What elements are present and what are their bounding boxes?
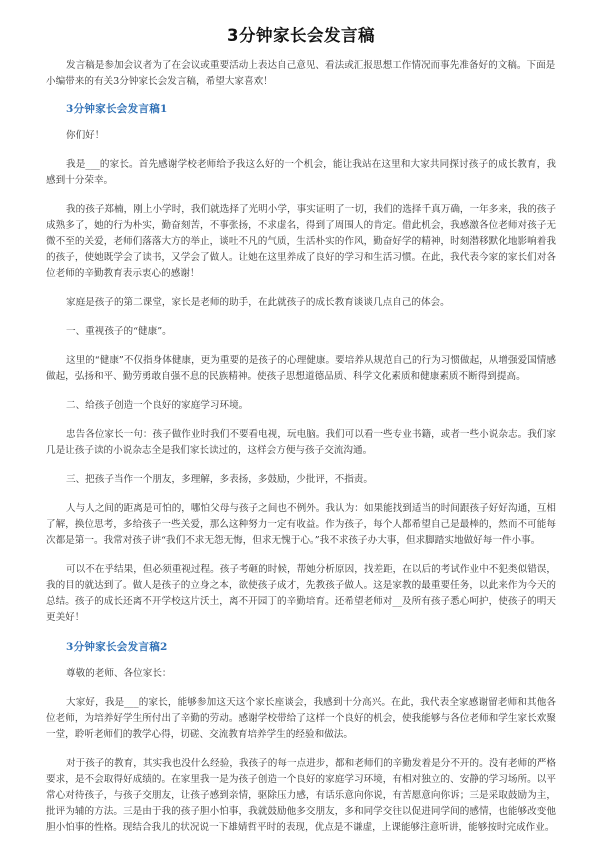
- section-1-paragraph: 可以不在乎结果，但必须重视过程。孩子考砸的时候，帮她分析原因，找差距，在以后的考试作业中不犯类似错误，我的目的就达到了。做人是孩子的立身之本，欲使孩子成才，先教孩子做人。这是家教的最重要任务，以此来作为今天的总结。孩子的成长还离不开学校这片沃土，离不开园丁的辛勤培育。还希望老师对__及所有孩子悉心呵护，使孩子的明天更美好！: [46, 564, 556, 623]
- section-1-paragraph: 忠告各位家长一句：孩子做作业时我们不要看电视，玩电脑。我们可以看一些专业书籍，或者一些小说杂志。我们家几是让孩子读的小说杂志全是我们家长读过的，这样会方便与孩子交流沟通。: [46, 429, 556, 456]
- section-1-heading: 3分钟家长会发言稿1: [66, 103, 168, 115]
- intro-paragraph: 发言稿是参加会议者为了在会议或重要活动上表达自己意见、看法或汇报思想工作情况而事先准备好的文稿。下面是小编带来的有关3分钟家长会发言稿，希望大家喜欢！: [46, 60, 556, 87]
- section-1-subheading: 三、把孩子当作一个朋友，多理解，多表扬，多鼓励，少批评，不指责。: [66, 474, 373, 485]
- section-2-heading: 3分钟家长会发言稿2: [66, 641, 168, 653]
- section-1-paragraph: 你们好！: [66, 130, 105, 141]
- section-1-subheading: 二、给孩子创造一个良好的家庭学习环境。: [66, 400, 249, 411]
- section-2-paragraph: 大家好，我是___的家长，能够参加这天这个家长座谈会，我感到十分高兴。在此，我代表全家感谢留老师和其他各位老师，为培养好学生所付出了辛勤的劳动。感谢学校带给了这样一个良好的机会，使我能够与各位老师和学生家长欢聚一堂，聆听老师们的教学心得，切磋、交流教育培养学生的经验和做法。: [46, 697, 556, 740]
- document-title: 3分钟家长会发言稿: [227, 26, 375, 45]
- section-2-paragraph: 对于孩子的教育，其实我也没什么经验，我孩子的每一点进步，都和老师们的辛勤发着是分不开的。没有老师的严格要求，是不会取得好成绩的。在家里我一是为孩子创造一个良好的家庭学习环境，有相对独立的、安静的学习场所。以平常心对待孩子，与孩子交朋友，让孩子感到亲情，驱除压力感，有话乐意向你说，有苦愿意向你诉；三是采取鼓励为主，批评为辅的方法。三是由于我的孩子胆小怕事，我就鼓励他多交朋友，多和同学交往以促进同学间的感情，也能够改变他胆小怕事的性格。现结合我儿的状况说一下雄婧哲平时的表现，优点是不谦虚，上课能够注意听讲，能够按时完成作业。: [46, 758, 556, 833]
- section-1-paragraph: 人与人之间的距离是可怕的，哪怕父母与孩子之间也不例外。我认为：如果能找到适当的时间跟孩子好好沟通，互相了解，换位思考，多给孩子一些关爱，那么这种努力一定有收益。作为孩子，每个人都希望自己是最棒的，然而不可能每次都是第一。我常对孩子讲“我们不求无怨无悔，但求无愧于心。”我不求孩子办大事，但求脚踏实地做好每一件小事。: [46, 503, 556, 546]
- section-1-subheading: 一、重视孩子的“健康”。: [66, 326, 172, 337]
- section-1-paragraph: 我的孩子郑楠，刚上小学时，我们就选择了光明小学，事实证明了一切，我们的选择千真万确，一年多来，我的孩子成熟多了，她的行为朴实，勤奋刻苦，不事张扬，不求虚名，得到了周围人的肯定。借此机会，我感激各位老师对孩子无微不至的关爱，老师们落落大方的举止，谈吐不凡的气质，生活朴实的作风，勤奋好学的精神，时刻潜移默化地影响着我的孩子，使她既学会了读书，又学会了做人。让她在这里养成了良好的学习和生活习惯。在此，我代表今家的家长们对各位老师的辛勤教育表示衷心的感谢！: [46, 204, 556, 279]
- section-1-paragraph: 我是___的家长。首先感谢学校老师给予我这么好的一个机会，能让我站在这里和大家共同探讨孩子的成长教育，我感到十分荣幸。: [46, 159, 556, 186]
- section-2-paragraph: 尊敬的老师、各位家长：: [66, 668, 172, 679]
- section-1-paragraph: 这里的“健康”不仅指身体健康，更为重要的是孩子的心理健康。要培养从规范自己的行为习惯做起，从增强爱国情感做起，弘扬和平、勤劳勇敢自强不息的民族精神。使孩子思想道德品质、科学文化素质和健康素质不断得到提高。: [46, 355, 556, 382]
- section-1-paragraph: 家庭是孩子的第二课堂，家长是老师的助手，在此就孩子的成长教育谈谈几点自己的体会。: [66, 297, 450, 308]
